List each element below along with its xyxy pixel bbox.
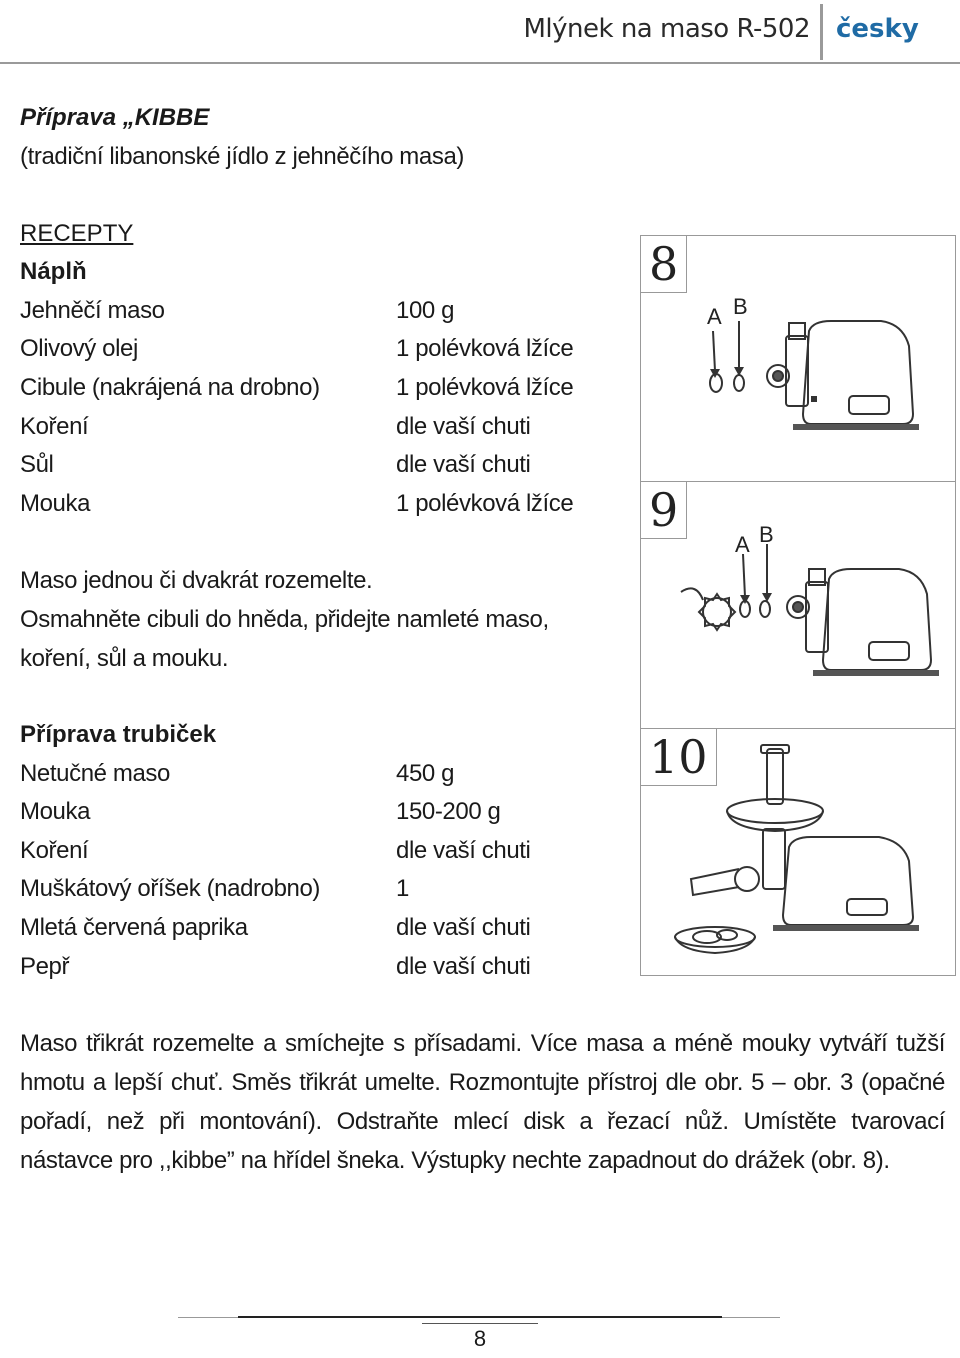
grinder-illustration xyxy=(641,236,955,481)
label-b: B xyxy=(733,294,748,319)
ingredient-name: Koření xyxy=(20,837,89,864)
ingredient-amount: 1 polévková lžíce xyxy=(396,335,574,362)
ingredient-name: Netučné maso xyxy=(20,760,170,787)
label-a: A xyxy=(707,304,722,329)
page-number: 8 xyxy=(473,1326,487,1351)
ingredient-amount: 1 polévková lžíce xyxy=(396,490,574,517)
ingredient-name: Olivový olej xyxy=(20,335,138,362)
header-language: česky xyxy=(836,14,919,44)
ingredient-name: Cibule (nakrájená na drobno) xyxy=(20,374,320,401)
tubes-heading: Příprava trubiček xyxy=(20,721,217,748)
ingredient-amount: 450 g xyxy=(396,760,455,787)
figure-10 xyxy=(640,728,956,976)
header-title: Mlýnek na maso R-502 xyxy=(523,14,810,44)
ingredient-name: Jehněčí maso xyxy=(20,297,165,324)
ingredient-name: Sůl xyxy=(20,451,54,478)
recipes-heading: RECEPTY xyxy=(20,220,134,247)
ingredient-amount: 1 polévková lžíce xyxy=(396,374,574,401)
figure-8 xyxy=(640,235,956,482)
footer-page-rule xyxy=(422,1323,538,1324)
ingredient-amount: dle vaší chuti xyxy=(396,413,531,440)
footer-rule-dark xyxy=(238,1316,722,1318)
figure-number: 8 xyxy=(641,236,687,293)
closing-paragraph: Maso třikrát rozemelte a smíchejte s přísadami. Více masa a méně mouky vytváří tužší hmotu a lepší chuť. Směs třikrát umelte. Rozmontujte přístroj dle obr. 5 – obr. 3 (opačné pořadí, než při montování). Odstraňte mlecí disk a řezací nůž. Umístěte tvarovací nástavce pro ,,kibbe” na hřídel šneka. Výstupky nechte zapadnout do drážek (obr. 8). xyxy=(20,1030,945,1174)
filling-instruction: Maso jednou či dvakrát rozemelte. xyxy=(20,567,373,594)
filling-instruction: Osmahněte cibuli do hněda, přidejte namleté maso, xyxy=(20,606,549,633)
ingredient-name: Mletá červená paprika xyxy=(20,914,248,941)
ingredient-amount: 100 g xyxy=(396,297,455,324)
ingredient-amount: dle vaší chuti xyxy=(396,914,531,941)
figure-9 xyxy=(640,481,956,729)
ingredient-amount: 1 xyxy=(396,875,409,902)
filling-instruction: koření, sůl a mouku. xyxy=(20,645,229,672)
kibbe-title: Příprava „KIBBE xyxy=(20,104,210,131)
grinder-illustration xyxy=(641,482,955,728)
ingredient-name: Muškátový oříšek (nadrobno) xyxy=(20,875,321,902)
ingredient-name: Mouka xyxy=(20,490,91,517)
ingredient-name: Mouka xyxy=(20,798,91,825)
ingredient-name: Pepř xyxy=(20,953,70,980)
ingredient-amount: 150-200 g xyxy=(396,798,501,825)
label-b: B xyxy=(759,522,774,547)
ingredient-amount: dle vaší chuti xyxy=(396,953,531,980)
kibbe-subtitle: (tradiční libanonské jídlo z jehněčího masa) xyxy=(20,143,464,170)
ingredient-name: Koření xyxy=(20,413,89,440)
ingredient-amount: dle vaší chuti xyxy=(396,837,531,864)
figure-number: 9 xyxy=(641,482,687,539)
header-rule xyxy=(0,62,960,64)
figure-number: 10 xyxy=(641,729,717,786)
header-divider xyxy=(820,4,823,60)
ingredient-amount: dle vaší chuti xyxy=(396,451,531,478)
filling-heading: Náplň xyxy=(20,258,87,285)
label-a: A xyxy=(735,532,750,557)
